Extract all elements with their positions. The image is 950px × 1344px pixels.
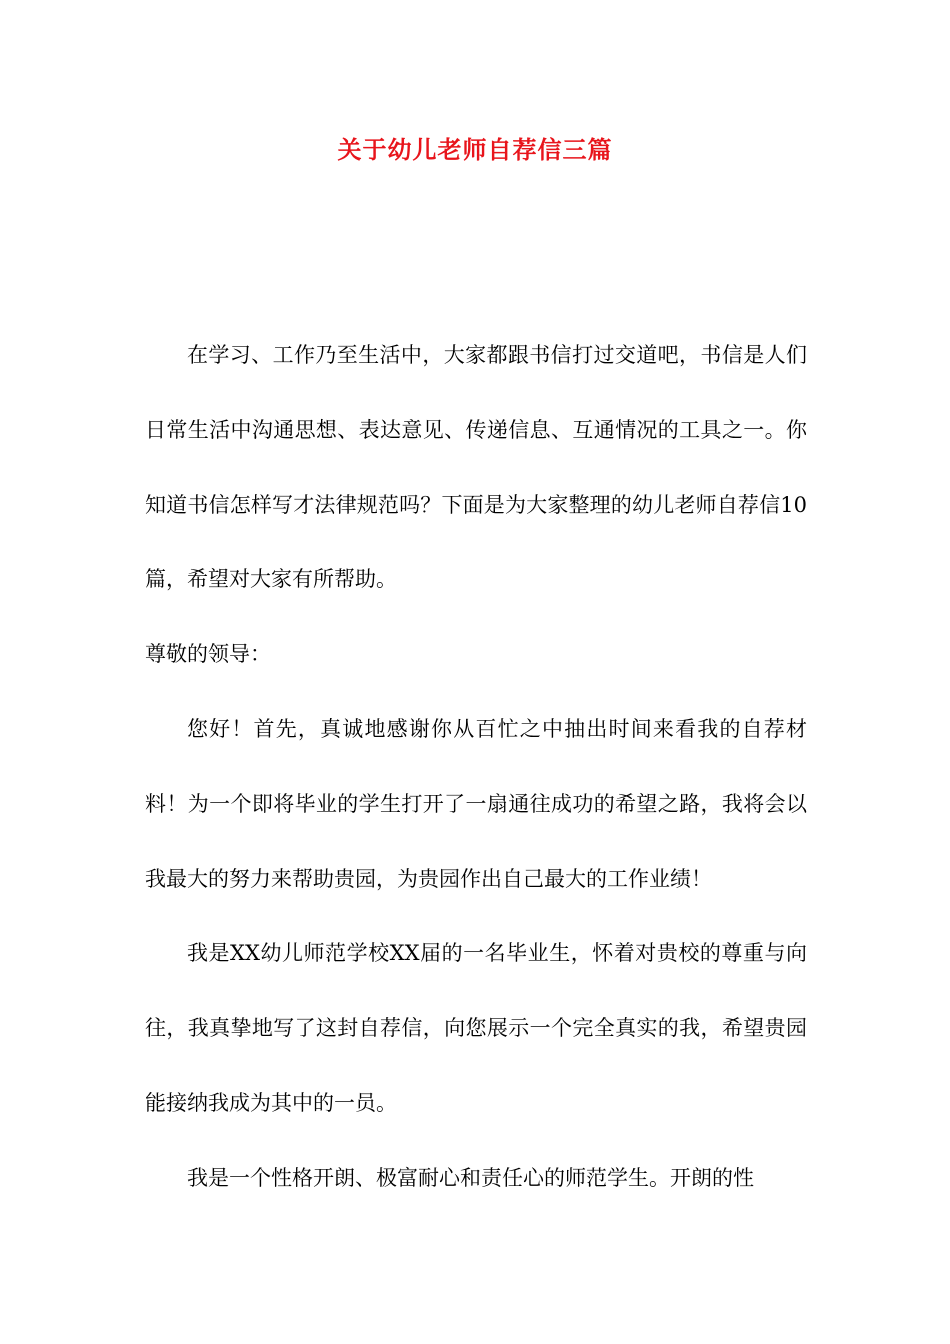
greeting-paragraph: 您好！首先，真诚地感谢你从百忙之中抽出时间来看我的自荐材料！为一个即将毕业的学生打开了一扇通往成功的希望之路，我将会以我最大的努力来帮助贵园，为贵园作出自己最大的工作业绩！ [145,716,807,891]
personality-paragraph: 我是一个性格开朗、极富耐心和责任心的师范学生。开朗的性 [187,1165,754,1190]
background-paragraph: 我是XX幼儿师范学校XX届的一名毕业生，怀着对贵校的尊重与向往，我真挚地写了这封自荐信，向您展示一个完全真实的我，希望贵园能接纳我成为其中的一员。 [145,941,807,1115]
document-title: 关于幼儿老师自荐信三篇 [337,135,613,164]
document-body [145,318,807,1216]
salutation: 尊敬的领导： [145,642,271,667]
intro-paragraph: 在学习、工作乃至生活中，大家都跟书信打过交道吧，书信是人们日常生活中沟通思想、表达意见、传递信息、互通情况的工具之一。你知道书信怎样写才法律规范吗？下面是为大家整理的幼儿老师自荐信10篇，希望对大家有所帮助。 [145,343,807,592]
